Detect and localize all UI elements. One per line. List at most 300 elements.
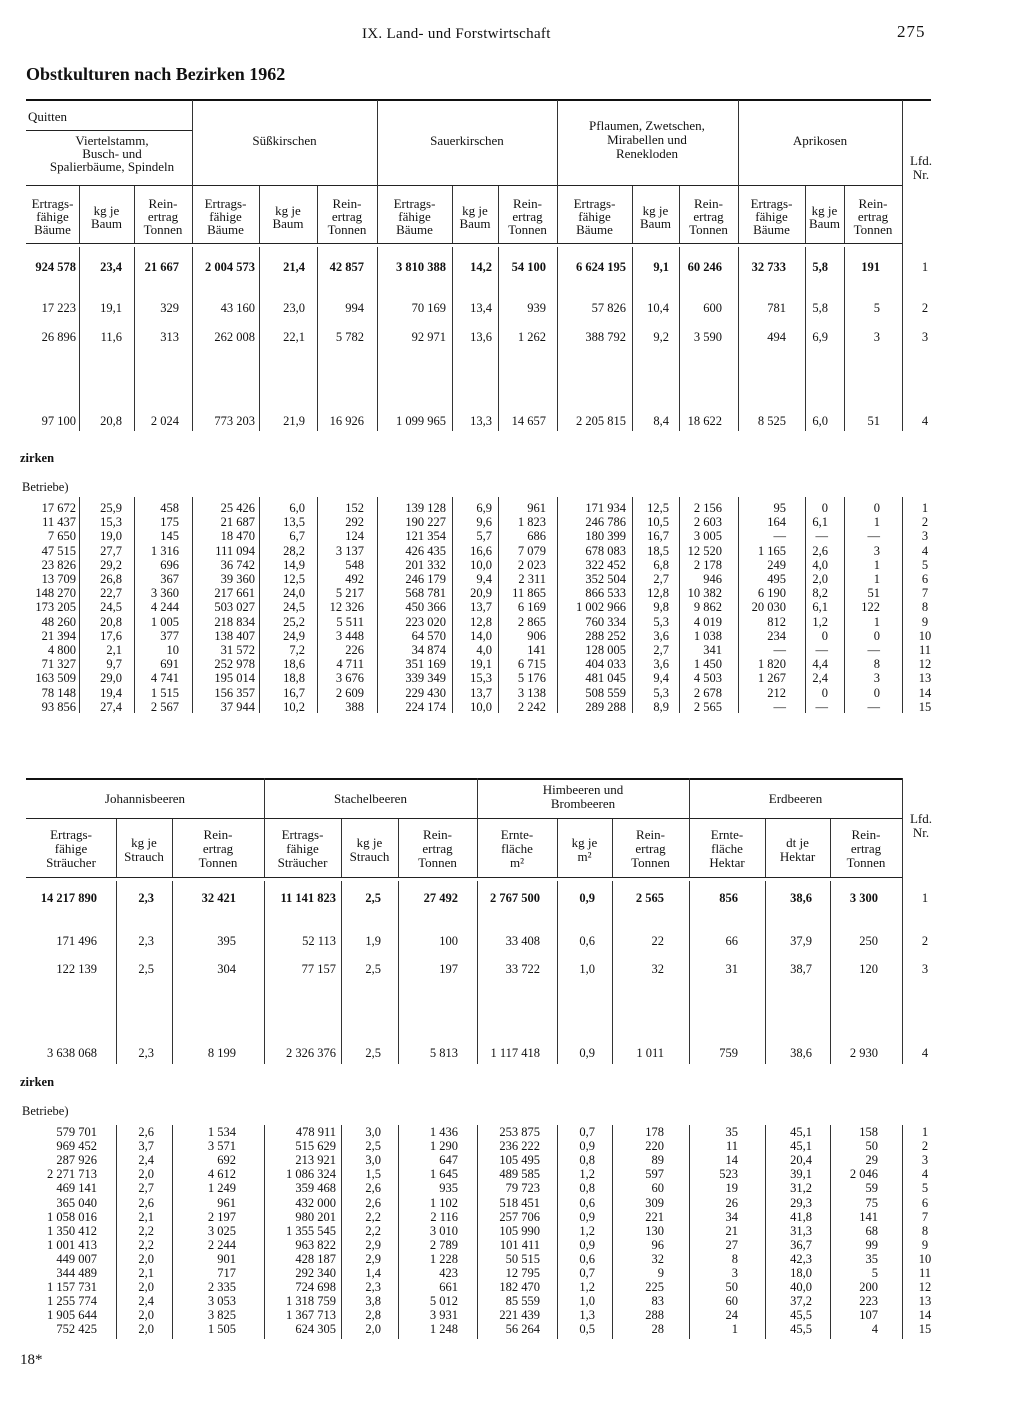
row-district-value: 458 bbox=[160, 501, 179, 515]
row-district-value: 288 252 bbox=[585, 628, 626, 643]
row-district-value: — bbox=[773, 643, 786, 657]
row-main-value: 8 525 bbox=[757, 414, 786, 428]
row-district-value: 1 436 bbox=[429, 1125, 458, 1139]
row-district-value: 2,6 bbox=[138, 1195, 154, 1210]
row-district-value: 717 bbox=[217, 1266, 236, 1280]
row-district-value: 51 bbox=[867, 586, 880, 601]
row-main-value: 60 246 bbox=[687, 260, 722, 274]
row-district-value: 3 bbox=[873, 671, 880, 686]
row-district-value: 10 bbox=[166, 643, 179, 657]
row-district-value: 2,6 bbox=[138, 1125, 154, 1139]
col-reinertrag-tonnen-line: ertrag bbox=[147, 209, 179, 224]
col-header-e1-line: fläche bbox=[711, 841, 743, 856]
row-main-value: 32 bbox=[651, 962, 664, 976]
row-main-value: 122 139 bbox=[56, 962, 97, 976]
row-district-value: 15,3 bbox=[470, 671, 492, 686]
row-district-value: 29,2 bbox=[100, 557, 122, 572]
row-district-value: 3 138 bbox=[517, 685, 546, 700]
row-main-value: 38,6 bbox=[790, 1046, 812, 1060]
row-district-value: 969 452 bbox=[56, 1139, 97, 1154]
row-district-value: 3,8 bbox=[365, 1294, 381, 1309]
row-main-value: 856 bbox=[719, 891, 738, 905]
row-district-value: 0,9 bbox=[579, 1209, 595, 1224]
row-district-value: 10,2 bbox=[283, 699, 305, 714]
row-district-value: 288 bbox=[645, 1308, 664, 1323]
lfd-nr: 7 bbox=[921, 586, 929, 601]
row-district-value: 28,2 bbox=[283, 543, 305, 558]
row-district-value: 24,5 bbox=[283, 600, 305, 615]
row-main-value: 2 767 500 bbox=[490, 891, 540, 905]
row-district-value: 48 260 bbox=[41, 614, 76, 629]
row-district-value: 4 503 bbox=[693, 671, 722, 686]
row-district-value: 6 190 bbox=[757, 586, 786, 601]
col-ertragsfaehige-baeume-line: fähige bbox=[398, 209, 431, 224]
section-label-bezirke: zirken bbox=[20, 1075, 55, 1089]
group-himbeeren-line: Brombeeren bbox=[550, 796, 616, 811]
row-district-value: 696 bbox=[160, 557, 179, 572]
row-district-value: 5,3 bbox=[653, 614, 669, 629]
row-district-value: 752 425 bbox=[56, 1322, 97, 1337]
row-main-value: 77 157 bbox=[301, 962, 336, 976]
row-main-value: 191 bbox=[861, 260, 880, 274]
column-divider bbox=[902, 100, 903, 431]
row-district-value: 26 bbox=[725, 1195, 738, 1210]
row-district-value: 0,9 bbox=[579, 1237, 595, 1252]
col-kg-je-baum-line: kg je bbox=[462, 203, 488, 218]
row-district-value: 1 bbox=[873, 572, 880, 586]
row-main-value: 994 bbox=[345, 301, 364, 315]
row-district-value: 10 382 bbox=[687, 586, 722, 601]
col-kg-je-baum-line: Baum bbox=[639, 216, 672, 231]
row-district-value: 225 bbox=[645, 1280, 664, 1295]
lfd-nr: 11 bbox=[918, 1266, 932, 1280]
row-district-value: 12,5 bbox=[647, 501, 669, 515]
col-header-s3 bbox=[398, 828, 477, 870]
row-district-value: 515 629 bbox=[295, 1139, 336, 1154]
lfd-nr-header-line: Lfd. bbox=[909, 811, 933, 826]
row-district-value: 692 bbox=[217, 1153, 236, 1168]
row-district-value: 164 bbox=[767, 515, 786, 530]
col-header-j2-line: Strauch bbox=[124, 849, 164, 864]
lfd-nr: 14 bbox=[918, 685, 932, 700]
row-district-value: 3 825 bbox=[207, 1308, 236, 1323]
lfd-nr: 5 bbox=[921, 1181, 929, 1196]
row-district-value: 1 bbox=[873, 614, 880, 629]
col-header-h2 bbox=[557, 836, 612, 864]
row-main-value: 57 826 bbox=[591, 301, 626, 315]
row-district-value: 236 222 bbox=[499, 1139, 540, 1154]
row-district-value: 495 bbox=[767, 572, 786, 586]
row-district-value: 508 559 bbox=[585, 685, 626, 700]
row-main-value: 1 011 bbox=[636, 1046, 664, 1060]
col-kg-je-baum bbox=[805, 204, 844, 230]
lfd-nr: 2 bbox=[921, 301, 929, 315]
row-main-value: 2 326 376 bbox=[286, 1046, 336, 1060]
row-district-value: 20 030 bbox=[751, 600, 786, 615]
rule-line bbox=[26, 99, 931, 101]
row-district-value: 724 698 bbox=[295, 1280, 336, 1295]
row-district-value: 9 bbox=[657, 1266, 664, 1280]
row-district-value: 60 bbox=[725, 1294, 738, 1309]
row-main-value: 33 408 bbox=[505, 934, 540, 948]
quitten-sublabel-line: Spalierbäume, Spindeln bbox=[49, 159, 175, 174]
lfd-nr: 8 bbox=[921, 600, 929, 615]
col-header-s1-line: Sträucher bbox=[277, 855, 328, 870]
col-header-s2-line: kg je bbox=[356, 835, 383, 850]
row-district-value: 3 bbox=[873, 543, 880, 558]
row-district-value: 47 515 bbox=[41, 543, 76, 558]
row-district-value: — bbox=[815, 529, 828, 544]
row-main-value: 939 bbox=[527, 301, 546, 315]
col-ertragsfaehige-baeume-line: Bäume bbox=[207, 222, 244, 237]
row-main-value: 304 bbox=[217, 962, 236, 976]
row-district-value: 1 157 731 bbox=[47, 1280, 97, 1295]
quitten-label: Quitten bbox=[28, 109, 67, 124]
col-header-h1-line: Ernte- bbox=[500, 827, 534, 842]
group-aprikosen: Aprikosen bbox=[792, 133, 848, 148]
row-district-value: 83 bbox=[651, 1294, 664, 1309]
row-district-value: — bbox=[867, 643, 880, 657]
lfd-nr: 4 bbox=[921, 1167, 929, 1182]
lfd-nr: 14 bbox=[918, 1308, 932, 1323]
col-reinertrag-tonnen-line: ertrag bbox=[693, 209, 724, 224]
row-district-value: 145 bbox=[160, 529, 179, 544]
row-main-value: 23,0 bbox=[283, 301, 305, 315]
row-district-value: 1,2 bbox=[812, 614, 828, 629]
row-district-value: 3 360 bbox=[150, 586, 179, 601]
row-district-value: 25,9 bbox=[100, 501, 122, 515]
col-header-j3-line: Tonnen bbox=[198, 855, 238, 870]
row-district-value: 21 394 bbox=[41, 628, 76, 643]
row-district-value: 980 201 bbox=[295, 1209, 336, 1224]
row-district-value: 16,7 bbox=[283, 685, 305, 700]
row-main-value: 32 421 bbox=[201, 891, 236, 905]
row-main-value: 32 733 bbox=[751, 260, 786, 274]
row-district-value: 13 709 bbox=[41, 572, 76, 586]
row-district-value: 4,0 bbox=[812, 557, 828, 572]
row-main-value: 6 624 195 bbox=[576, 260, 626, 274]
row-district-value: 15,3 bbox=[100, 515, 122, 530]
row-district-value: 141 bbox=[527, 643, 546, 657]
col-ertragsfaehige-baeume-line: fähige bbox=[36, 209, 69, 224]
row-district-value: 27,7 bbox=[100, 543, 122, 558]
row-district-value: 223 bbox=[859, 1294, 878, 1309]
row-district-value: 4 711 bbox=[336, 657, 364, 672]
row-district-value: 10,0 bbox=[470, 699, 492, 714]
row-district-value: 12 326 bbox=[329, 600, 364, 615]
rule-line bbox=[26, 818, 902, 819]
row-district-value: 35 bbox=[865, 1251, 878, 1266]
row-district-value: 25 426 bbox=[220, 501, 255, 515]
row-district-value: 130 bbox=[645, 1223, 664, 1238]
col-kg-je-baum-line: kg je bbox=[811, 203, 838, 218]
lfd-nr: 3 bbox=[921, 529, 929, 544]
row-district-value: 25,2 bbox=[283, 614, 305, 629]
row-main-value: 17 223 bbox=[41, 301, 76, 315]
row-district-value: 6,1 bbox=[812, 600, 828, 615]
row-main-value: 13,6 bbox=[470, 330, 492, 344]
lfd-nr: 9 bbox=[921, 614, 929, 629]
row-district-value: 26,8 bbox=[100, 572, 122, 586]
group-sauerkirschen: Sauerkirschen bbox=[430, 133, 504, 148]
row-main-value: 38,7 bbox=[790, 962, 812, 976]
col-header-h1-line: m² bbox=[509, 855, 524, 870]
row-district-value: 2,1 bbox=[138, 1266, 154, 1280]
row-district-value: 148 270 bbox=[35, 586, 76, 601]
row-district-value: 2 023 bbox=[517, 557, 546, 572]
col-header-s3-line: Tonnen bbox=[418, 855, 457, 870]
row-district-value: 1 165 bbox=[757, 543, 786, 558]
row-district-value: 23 826 bbox=[41, 557, 76, 572]
col-ertragsfaehige-baeume-line: Bäume bbox=[396, 222, 433, 237]
row-district-value: 1 267 bbox=[757, 671, 786, 686]
row-district-value: 1 505 bbox=[207, 1322, 236, 1337]
row-district-value: 68 bbox=[865, 1223, 878, 1238]
col-ertragsfaehige-baeume-line: fähige bbox=[578, 209, 611, 224]
row-district-value: 8 bbox=[731, 1251, 738, 1266]
row-main-value: 2,3 bbox=[138, 934, 154, 948]
row-district-value: 1 820 bbox=[757, 657, 786, 672]
row-district-value: 2,0 bbox=[138, 1322, 154, 1337]
row-district-value: 289 288 bbox=[585, 699, 626, 714]
row-district-value: 71 327 bbox=[41, 657, 76, 672]
row-district-value: 156 357 bbox=[214, 685, 255, 700]
quitten-sublabel-line: Busch- und bbox=[82, 146, 142, 161]
row-district-value: 20,4 bbox=[790, 1153, 812, 1168]
lfd-nr-header-line: Nr. bbox=[912, 167, 930, 182]
row-main-value: 9,1 bbox=[653, 260, 669, 274]
table-title: Obstkulturen nach Bezirken 1962 bbox=[26, 64, 286, 84]
row-main-value: 0,9 bbox=[579, 1046, 595, 1060]
row-district-value: 139 128 bbox=[405, 501, 446, 515]
row-district-value: 428 187 bbox=[295, 1251, 336, 1266]
row-district-value: 20,9 bbox=[470, 586, 492, 601]
row-main-value: 1 117 418 bbox=[490, 1046, 540, 1060]
row-district-value: 200 bbox=[859, 1280, 878, 1295]
col-header-e2 bbox=[765, 836, 830, 864]
row-district-value: 1 450 bbox=[693, 657, 722, 672]
row-district-value: 29,0 bbox=[100, 671, 122, 686]
col-header-j3-line: Rein- bbox=[203, 827, 233, 842]
row-district-value: 2,2 bbox=[138, 1223, 154, 1238]
row-district-value: 6 169 bbox=[517, 600, 546, 615]
col-ertragsfaehige-baeume-line: Ertrags- bbox=[31, 196, 74, 211]
row-district-value: — bbox=[815, 643, 828, 657]
lfd-nr: 4 bbox=[921, 414, 929, 428]
col-ertragsfaehige-baeume-line: Ertrags- bbox=[750, 196, 793, 211]
row-district-value: 2,7 bbox=[653, 643, 669, 657]
row-district-value: 1,3 bbox=[579, 1308, 595, 1323]
row-district-value: 50 bbox=[725, 1280, 738, 1295]
row-district-value: 3 931 bbox=[429, 1308, 458, 1323]
row-district-value: 352 504 bbox=[585, 572, 626, 586]
row-district-value: 624 305 bbox=[295, 1322, 336, 1337]
row-district-value: — bbox=[773, 529, 786, 544]
row-district-value: 221 439 bbox=[499, 1308, 540, 1323]
rule-line bbox=[26, 185, 902, 186]
row-district-value: 40,0 bbox=[790, 1280, 812, 1295]
row-district-value: 339 349 bbox=[405, 671, 446, 686]
row-district-value: 5 bbox=[871, 1266, 878, 1280]
col-ertragsfaehige-baeume-line: Bäume bbox=[753, 222, 790, 237]
row-main-value: 11 141 823 bbox=[280, 891, 336, 905]
row-district-value: 0 bbox=[821, 628, 828, 643]
row-district-value: 760 334 bbox=[585, 614, 626, 629]
col-ertragsfaehige-baeume bbox=[26, 197, 79, 236]
col-ertragsfaehige-baeume-line: Ertrags- bbox=[204, 196, 247, 211]
col-ertragsfaehige-baeume bbox=[738, 197, 805, 236]
row-district-value: 3,0 bbox=[365, 1125, 381, 1139]
row-main-value: 37,9 bbox=[790, 934, 812, 948]
lfd-nr: 6 bbox=[921, 1195, 929, 1210]
row-district-value: 195 014 bbox=[214, 671, 255, 686]
col-kg-je-baum bbox=[259, 204, 317, 230]
row-district-value: 4 741 bbox=[150, 671, 179, 686]
row-main-value: 92 971 bbox=[411, 330, 446, 344]
col-reinertrag-tonnen bbox=[679, 197, 738, 236]
row-district-value: 0 bbox=[873, 501, 880, 515]
row-district-value: 60 bbox=[651, 1181, 664, 1196]
col-header-e2-line: dt je bbox=[786, 835, 809, 850]
row-district-value: 27,4 bbox=[100, 699, 122, 714]
row-main-value: 42 857 bbox=[329, 260, 364, 274]
col-ertragsfaehige-baeume-line: Bäume bbox=[34, 222, 71, 237]
section-label-betriebe: Betriebe) bbox=[22, 1104, 69, 1118]
row-district-value: 217 661 bbox=[214, 586, 255, 601]
row-district-value: 906 bbox=[527, 628, 546, 643]
row-district-value: 20,8 bbox=[100, 614, 122, 629]
row-district-value: 213 921 bbox=[295, 1153, 336, 1168]
row-district-value: 128 005 bbox=[585, 643, 626, 657]
row-district-value: 2,6 bbox=[365, 1195, 381, 1210]
col-kg-je-baum bbox=[79, 204, 134, 230]
row-main-value: 5 782 bbox=[335, 330, 364, 344]
row-main-value: 0,6 bbox=[579, 934, 595, 948]
row-district-value: 190 227 bbox=[405, 515, 446, 530]
row-district-value: 3 137 bbox=[335, 543, 364, 558]
row-district-value: 24,0 bbox=[283, 586, 305, 601]
col-header-e3-line: Tonnen bbox=[846, 855, 886, 870]
row-district-value: 5,3 bbox=[653, 685, 669, 700]
row-district-value: 121 354 bbox=[405, 529, 446, 544]
row-district-value: 45,5 bbox=[790, 1308, 812, 1323]
row-district-value: 18,5 bbox=[647, 543, 669, 558]
row-district-value: 178 bbox=[645, 1125, 664, 1139]
row-district-value: 3 005 bbox=[693, 529, 722, 544]
row-district-value: 449 007 bbox=[56, 1251, 97, 1266]
col-header-j2-line: kg je bbox=[131, 835, 157, 850]
col-reinertrag-tonnen-line: Rein- bbox=[332, 196, 362, 211]
col-header-s1 bbox=[264, 828, 341, 870]
group-himbeeren-line: Himbeeren und bbox=[542, 782, 624, 797]
row-district-value: 309 bbox=[645, 1195, 664, 1210]
col-header-e3 bbox=[830, 828, 902, 870]
lfd-nr-header bbox=[901, 154, 941, 182]
row-district-value: 138 407 bbox=[214, 628, 255, 643]
row-district-value: 866 533 bbox=[585, 586, 626, 601]
lfd-nr: 13 bbox=[918, 671, 932, 686]
col-reinertrag-tonnen bbox=[134, 197, 192, 236]
row-district-value: 19 bbox=[725, 1181, 738, 1196]
row-district-value: 3 053 bbox=[207, 1294, 236, 1309]
row-district-value: 2,4 bbox=[138, 1153, 154, 1168]
row-district-value: 1 350 412 bbox=[47, 1223, 97, 1238]
row-main-value: 23,4 bbox=[100, 260, 122, 274]
row-district-value: 0 bbox=[873, 685, 880, 700]
row-district-value: 173 205 bbox=[35, 600, 76, 615]
row-district-value: 2,4 bbox=[812, 671, 828, 686]
row-district-value: 2,0 bbox=[365, 1322, 381, 1337]
row-district-value: 1,5 bbox=[365, 1167, 381, 1182]
row-district-value: 2,0 bbox=[138, 1251, 154, 1266]
row-district-value: 41,8 bbox=[790, 1209, 812, 1224]
row-district-value: 0,7 bbox=[579, 1266, 595, 1280]
row-district-value: 1 534 bbox=[207, 1125, 236, 1139]
row-district-value: 42,3 bbox=[790, 1251, 812, 1266]
row-district-value: 377 bbox=[160, 628, 179, 643]
lfd-nr: 4 bbox=[921, 1046, 929, 1060]
row-main-value: 1 099 965 bbox=[396, 414, 446, 428]
row-district-value: 16,7 bbox=[647, 529, 669, 544]
row-district-value: 36 742 bbox=[220, 557, 255, 572]
row-district-value: 10,0 bbox=[470, 557, 492, 572]
row-district-value: 226 bbox=[345, 643, 364, 657]
row-district-value: 5,7 bbox=[476, 529, 492, 544]
col-header-h2-line: kg je bbox=[571, 835, 598, 850]
row-district-value: 4 bbox=[871, 1322, 878, 1337]
row-district-value: 249 bbox=[767, 557, 786, 572]
row-district-value: 2,9 bbox=[365, 1251, 381, 1266]
row-main-value: 3 bbox=[873, 330, 880, 344]
row-district-value: 2 609 bbox=[335, 685, 364, 700]
column-divider bbox=[259, 497, 260, 713]
row-district-value: 344 489 bbox=[56, 1266, 97, 1280]
row-district-value: 4,4 bbox=[812, 657, 828, 672]
col-header-e1 bbox=[689, 828, 765, 870]
row-district-value: 2 335 bbox=[207, 1280, 236, 1295]
row-district-value: 223 020 bbox=[405, 614, 446, 629]
row-district-value: 0,7 bbox=[579, 1125, 595, 1139]
row-district-value: 2 244 bbox=[207, 1237, 236, 1252]
row-district-value: 6,9 bbox=[476, 501, 492, 515]
row-main-value: 51 bbox=[867, 414, 880, 428]
row-district-value: 4,0 bbox=[476, 643, 492, 657]
lfd-nr: 1 bbox=[921, 891, 929, 905]
row-district-value: 221 bbox=[645, 1209, 664, 1224]
row-district-value: 14,0 bbox=[470, 628, 492, 643]
row-district-value: 3,6 bbox=[653, 657, 669, 672]
col-reinertrag-tonnen-line: Rein- bbox=[148, 196, 178, 211]
col-header-h1-line: fläche bbox=[501, 841, 533, 856]
row-main-value: 21,9 bbox=[283, 414, 305, 428]
row-main-value: 100 bbox=[439, 934, 458, 948]
row-district-value: 2,0 bbox=[138, 1280, 154, 1295]
col-header-e3-line: Rein- bbox=[851, 827, 881, 842]
row-district-value: 2,2 bbox=[365, 1223, 381, 1238]
col-header-e1-line: Hektar bbox=[709, 855, 745, 870]
lfd-nr: 1 bbox=[921, 260, 929, 274]
row-main-value: 13,4 bbox=[470, 301, 492, 315]
row-main-value: 31 bbox=[725, 962, 738, 976]
col-reinertrag-tonnen-line: Rein- bbox=[694, 196, 723, 211]
row-district-value: 45,1 bbox=[790, 1125, 812, 1139]
group-stachelbeeren: Stachelbeeren bbox=[334, 791, 407, 806]
row-district-value: 1 905 644 bbox=[47, 1308, 97, 1323]
row-district-value: 8,2 bbox=[812, 586, 828, 601]
footer-mark: 18* bbox=[20, 1352, 43, 1368]
row-district-value: 9,4 bbox=[476, 572, 492, 586]
row-main-value: 388 792 bbox=[585, 330, 626, 344]
